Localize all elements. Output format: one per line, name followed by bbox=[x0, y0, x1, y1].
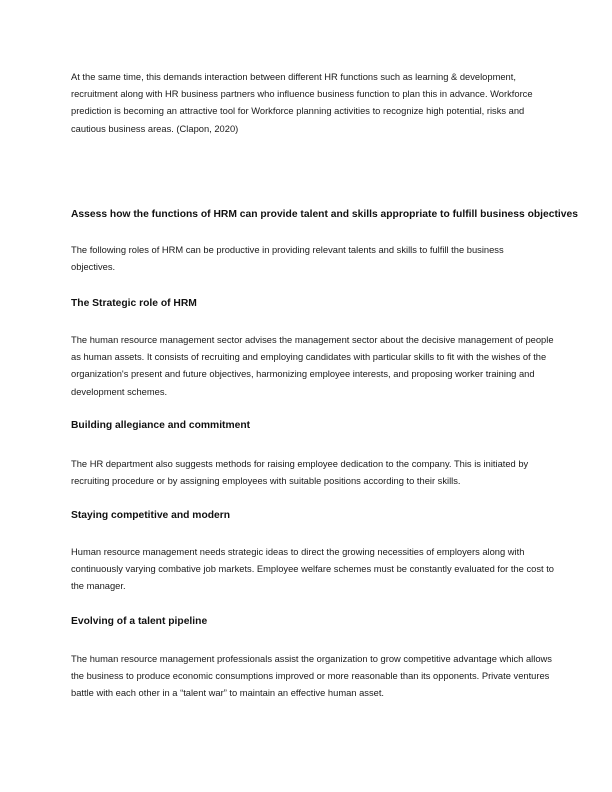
section-heading-allegiance: Building allegiance and commitment bbox=[71, 420, 251, 431]
section-heading-strategic-role: The Strategic role of HRM bbox=[71, 298, 197, 309]
section-body-allegiance: The HR department also suggests methods for raising employee dedication to the company. This is initiated by recruiting procedure or by assigning employees with suitable positions according to their skills. bbox=[71, 459, 529, 487]
section-body-strategic-role: The human resource management sector advises the management sector about the decisive management of people as human assets. It consists of recruiting and employing candidates with particular skills to fit with the wishes of the organization's present and future objectives, harmonizing employee interests, and proposing worker training and development schemes. bbox=[71, 335, 554, 397]
main-heading: Assess how the functions of HRM can provide talent and skills appropriate to fulfill business objectives bbox=[71, 209, 578, 220]
lead-paragraph: The following roles of HRM can be productive in providing relevant talents and skills to fulfill the business objectives. bbox=[71, 245, 504, 273]
section-body-competitive: Human resource management needs strategic ideas to direct the growing necessities of employers along with continuously varying combative job markets. Employee welfare schemes must be constantly evaluated for the cost to the manager. bbox=[71, 547, 554, 592]
section-heading-competitive: Staying competitive and modern bbox=[71, 510, 231, 521]
intro-paragraph: At the same time, this demands interaction between different HR functions such as learning & development, recruitment along with HR business partners who influence business function to plan this in advance. Workforce prediction is becoming an attractive tool for Workforce planning activities to recognize high potential, risks and cautious business areas. (Clapon, 2020) bbox=[71, 72, 533, 134]
section-heading-talent-pipeline: Evolving of a talent pipeline bbox=[71, 616, 208, 627]
section-body-talent-pipeline: The human resource management professionals assist the organization to grow competitive advantage which allows the business to produce economic consumptions improved or more reasonable than its opponents. Private ventures battle with each other in a “talent war” to maintain an effective human asset. bbox=[71, 654, 552, 699]
